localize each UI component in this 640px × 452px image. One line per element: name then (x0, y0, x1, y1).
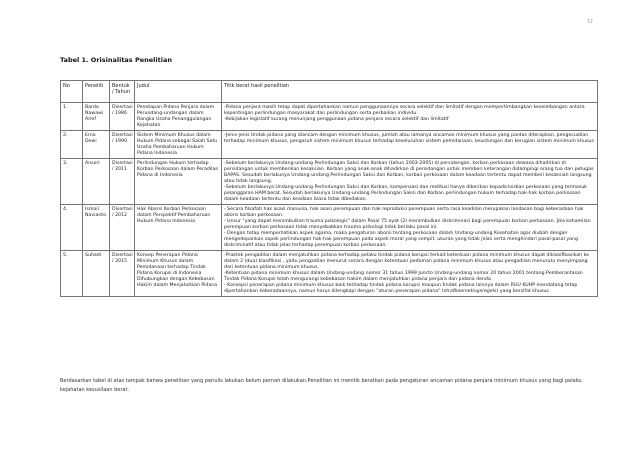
finding-text: -Pidana penjara masih tetap dapat dipertahankan namun penggunaannya secara selektif dan limitatif dengan mempertimbangkan keseimbangan antara kepentingan perlindungan masyarakat dan perlindungan serta perbaikan individu (224, 104, 585, 116)
cell-judul: Sistem Minimum Khusus dalam Hukum Pidana sebagai Salah Satu Usaha Pembaharuan Hukum Pidana Indonesia (135, 131, 222, 159)
cell-peneliti: Barda Nawawi Arief (83, 103, 110, 131)
cell-judul: Perlindungan Hukum terhadap Korban Perkosaan dalam Peradilan Pidana di Indonesia (135, 159, 222, 205)
cell-findings (222, 131, 598, 159)
cell-no: 1. (61, 103, 83, 131)
cell-findings (222, 251, 598, 297)
cell-no: 2. (61, 131, 83, 159)
table-row (61, 159, 598, 205)
finding-text: - Dengan tetap memperhatikan aspek agama, maka pengaturan aborsi tentang perkosaan dalam Undang-undang Kesehatan agar diubah dengan mengedepankan aspek perlindungan hak-hak perempuan pada aspek moral yang sempit, ukuran yang tidak jelas serta menghindari pasal-pasal yang diskriminatif atau tidak jelas terhadap perempuan korban perkosaan. (224, 230, 578, 248)
cell-no: 3. (61, 159, 83, 205)
cell-bentuk: Disertasi / 1990 (110, 131, 135, 159)
table-row (61, 131, 598, 159)
finding-text: -Praktek pengadilan dalam menjatuhkan pidana terhadap pelaku tindak pidana korupsi terkait ketentuan pidana minimum khusus dapat diklasifikasikan ke dalam 2 (dua) klasifikasi , yaitu pengadilan menurut secara dengan ketentuan pedoman pidana minimum khusus atau pengadilan menurutu menyimpang dari ketentuan pidana minimum khusus. (224, 252, 590, 270)
cell-findings (222, 205, 598, 251)
header-peneliti: Peneliti (83, 81, 110, 103)
finding-italic-term: strafboemetingsregels (443, 288, 497, 294)
table-header-row (61, 81, 598, 103)
cell-findings (222, 103, 598, 131)
cell-findings (222, 159, 598, 205)
cell-judul: Hak Aborsi Korban Perkosaan dalam Perspektif Pembaharuan Hukum Pidana Indonesia (135, 205, 222, 251)
cell-peneliti: Suhadi (83, 251, 110, 297)
finding-text: - Unsur "yang dapat menimbulkan trauma psikologis" dalam Pasal 75 ayat (2) menimbulkan diskriminasi bagi perempuan korban perkosaan. Jika kehamilan perempuan korban perkosaan tidak menyebabkan trauma psikologi tidak berlaku pasal ini. (224, 218, 591, 230)
header-titik-berat: Titik berat hasil penelitian (222, 81, 598, 103)
cell-judul: Penetapan Pidana Penjara dalam Perundang-undangan dalam Rangka Usaha Penanggulangan Kejahatan (135, 103, 222, 131)
finding-text (224, 283, 595, 295)
table-title: Tabel 1. Orisinalitas Penelitian (60, 56, 172, 64)
finding-text: -Kebijakan legislatif kurang menunjang penggunaan pidana penjara secara selektif dan limitatif (224, 116, 449, 122)
cell-bentuk: Disertasi / 2015 (110, 251, 135, 297)
table-row (61, 103, 598, 131)
finding-text: -Sebelum berlakunya Undang-undang Perlindungan Saksi dan Korban, kompensasi dan restitusi hanya diberikan kepada korban perkosaan yang termasuk pelanggaran HAM berat. Sesudah berlakunya Undang-undang Perlindungan Saksi dan Korban perlindungan hukum terhadap hak-hak korban perkosaan dalam keadaan tertentu dan keadaan biasa tidak dibedakan. (224, 184, 587, 202)
cell-bentuk: Disertasi / 2011 (110, 159, 135, 205)
cell-peneliti: Erna Dewi (83, 131, 110, 159)
table-row (61, 205, 598, 251)
table-row (61, 251, 598, 297)
finding-text-part: - Konsepsi penerapan pidana minimum khusus baik terhadap tindak pidana korupsi maupun tindak pidana lainnya dalam RUU KUHP mendatang tetap dipertahankan keberadaannya, namun harus dilengkapi dengan "aturan penerapan pidana" ( (224, 282, 578, 294)
body-paragraph: Berdasarkan tabel di atas tampak bahwa penelitian yang penulis lakukan belum pernah dilakukan.Penelitian ini menitik beratkan pada pengaturan ancaman pidana penjara minimum khusus yang bagi pelaku kejahatan kesusilaan berat. (60, 378, 582, 393)
originality-table (60, 80, 598, 297)
finding-text: -Ketentuan pidana minimum khusus dalam Undang-undang nomor 31 tahun 1999 Juncto Undang-undang nomor 20 tahun 2001 tentang Pemberantasan Tindak Pidana Korupsi telah mengurangi kebebasan hakim dalam menjatuhkan pidana penjara dan pidana denda. (224, 270, 583, 282)
header-judul: Judul (135, 81, 222, 103)
cell-no: 5. (61, 251, 83, 297)
cell-no: 4. (61, 205, 83, 251)
cell-bentuk: Disertasi / 1986 (110, 103, 135, 131)
finding-text: -Sebelum berlakunya Undang-undang Perlindungan Saksi dan Korban (tahun 2003-2005) di persidangan, korban perkosaan dewasa dihadirkan di persidangan untuk memberikan kesaksian. Korban yang anak-anak dihadirkan di persidangan untuk memberi keterangan didampingi orang tua dan petugas BAPAS. Sesudah berlakunya Undang-undang Perlindungan Saksi dan Korban, korban perkosaan dalam keadaan tertentu dapat memberi kesaksian langsung atau tidak langsung. (224, 160, 594, 184)
finding-text-part: ) yang bersifat khusus (496, 288, 549, 294)
finding-text: - Secara filsafati hak asasi manusia, hak asasi perempuan dan hak reproduksi perempuan serta rasa keadilan merupakan landasan bagi keberadaan hak aborsi korban perkosaan. (224, 206, 584, 218)
cell-peneliti: Ansori (83, 159, 110, 205)
cell-peneliti: Ismail Navianto (83, 205, 110, 251)
finding-text: -Jenis-jenis tindak pidana yang diancam dengan minimum khusus, jumlah atau lamanya ancaman minimum khusus yang pantas diterapkan, pengecualian terhadap minimum khusus, pengaruh sistem minimum khusus terhadap keseluruhan sistem pemidanaan, keuntungan dan kerugian sistem minimum khusus (224, 132, 594, 144)
header-bentuk-tahun: Bentuk / Tahun (110, 81, 135, 103)
page-number: 72 (586, 19, 593, 25)
header-no: No (61, 81, 83, 103)
cell-judul: Konsep Penerapan Pidana Minimum Khusus dalam Pemidanaan terhadap Tindak Pidana Korupsi di Indonesia Dihubungkan dengan Kebebasan Hakim dalam Menjatuhkan Pidana (135, 251, 222, 297)
cell-bentuk: Disertasi / 2012 (110, 205, 135, 251)
